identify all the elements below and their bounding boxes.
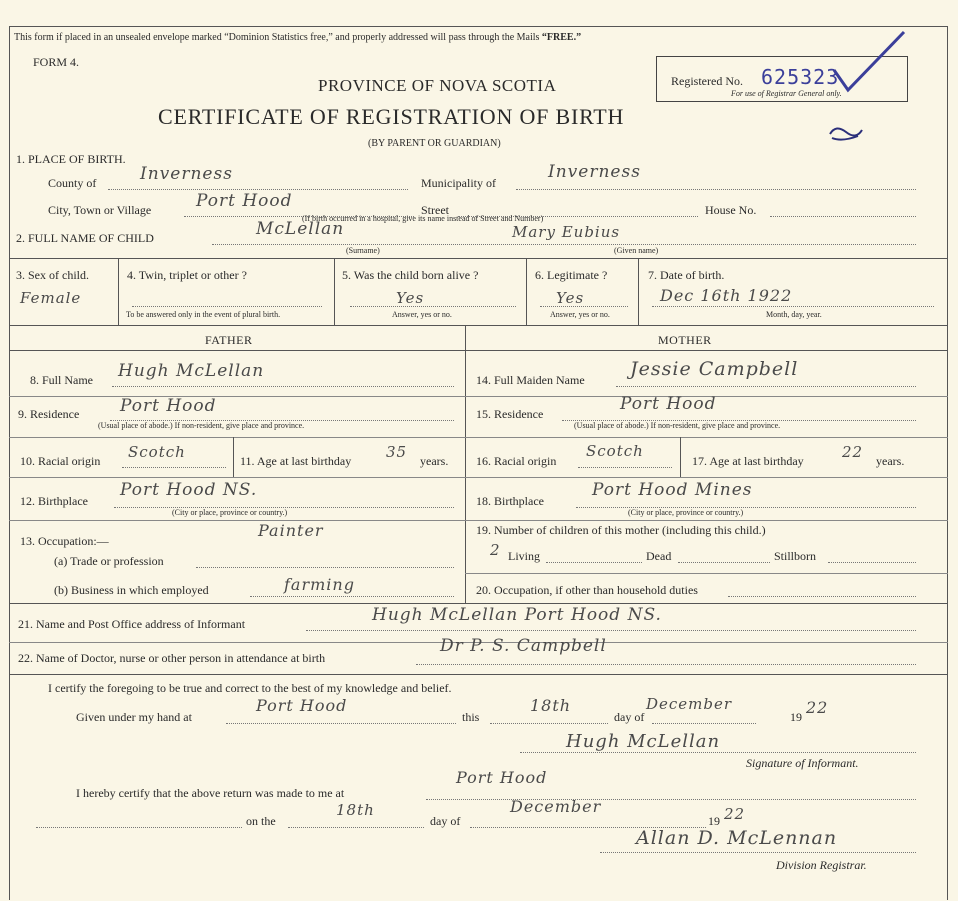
sex-value: Female <box>20 289 82 307</box>
informant-signature: Hugh McLellan <box>566 731 721 752</box>
return-place-value: Port Hood <box>456 768 548 787</box>
given-label: Given under my hand at <box>76 710 192 724</box>
municipality-line <box>516 189 916 190</box>
business-label: (b) Business in which employed <box>54 583 209 597</box>
legit-line <box>540 306 628 307</box>
alive-note: Answer, yes or no. <box>392 310 452 319</box>
certification-top-line <box>9 674 948 675</box>
mother-residence-label: 15. Residence <box>476 407 544 421</box>
father-occupation-value: Painter <box>258 521 324 540</box>
father-birthplace-value: Port Hood NS. <box>120 480 258 500</box>
registrar-caption: Division Registrar. <box>776 858 867 872</box>
father-residence-value: Port Hood <box>120 396 217 416</box>
living-line <box>546 562 642 563</box>
alive-line <box>350 306 516 307</box>
child-name-line <box>212 244 916 245</box>
left-border <box>9 26 10 900</box>
child-given-name: Mary Eubius <box>512 223 621 241</box>
father-age-divider <box>233 437 234 477</box>
month-value: December <box>646 695 733 713</box>
row3-top-line <box>9 258 948 259</box>
mother-birthplace-value: Port Hood Mines <box>592 480 753 500</box>
house-line <box>770 216 916 217</box>
mother-name-label: 14. Full Maiden Name <box>476 373 585 387</box>
father-name-line <box>112 386 454 387</box>
father-racial-line <box>122 467 226 468</box>
form-number: FORM 4. <box>33 55 80 69</box>
father-birthplace-note: (City or place, province or country.) <box>172 508 288 517</box>
city-value: Port Hood <box>196 191 293 211</box>
father-age-value: 35 <box>386 443 408 461</box>
mother-residence-note: (Usual place of abode.) If non-resident, give place and province. <box>574 421 781 430</box>
date-note: Month, day, year. <box>766 310 822 319</box>
mother-name-line <box>616 386 916 387</box>
father-line-1 <box>9 396 465 397</box>
county-line <box>108 189 408 190</box>
registrar-note: For use of Registrar General only. <box>731 89 842 98</box>
return-leading-line <box>36 827 242 828</box>
day-of-label: day of <box>614 710 645 724</box>
dead-label: Dead <box>646 549 672 563</box>
day-line <box>490 723 608 724</box>
row3-divider-3 <box>526 258 527 325</box>
business-value: farming <box>284 575 355 594</box>
mother-line-4 <box>465 520 948 521</box>
surname-caption: (Surname) <box>346 246 380 255</box>
father-line-3 <box>9 477 465 478</box>
mail-note-free: “FREE.” <box>541 32 582 43</box>
house-label: House No. <box>705 203 757 217</box>
province-title: PROVINCE OF NOVA SCOTIA <box>318 76 557 95</box>
stillborn-label: Stillborn <box>774 549 817 563</box>
return-place-line <box>426 799 916 800</box>
mother-age-label: 17. Age at last birthday <box>692 454 804 468</box>
registered-label: Registered No. <box>671 74 743 88</box>
mother-line-3 <box>465 477 948 478</box>
given-caption: (Given name) <box>614 246 659 255</box>
mother-birthplace-label: 18. Birthplace <box>476 494 544 508</box>
father-occupation-label: 13. Occupation:— <box>20 534 109 548</box>
given-place-value: Port Hood <box>256 696 348 715</box>
month-line <box>652 723 756 724</box>
father-heading: FATHER <box>205 333 253 347</box>
row3-divider-4 <box>638 258 639 325</box>
checkmark-icon <box>830 28 910 98</box>
doctor-label: 22. Name of Doctor, nurse or other person in attendance at birth <box>18 651 326 665</box>
street-label: Street <box>421 203 449 217</box>
father-age-label: 11. Age at last birthday <box>240 454 352 468</box>
father-line-4 <box>9 520 465 521</box>
mother-residence-value: Port Hood <box>620 394 717 414</box>
dead-line <box>678 562 770 563</box>
father-name-label: 8. Full Name <box>30 373 93 387</box>
informant-top-line <box>9 603 948 604</box>
date-value: Dec 16th 1922 <box>660 286 793 305</box>
registrar-signature: Allan D. McLennan <box>636 827 838 849</box>
hospital-note: (If birth occurred in a hospital, give its name instead of Street and Number) <box>302 214 544 223</box>
county-label: County of <box>48 176 97 190</box>
mail-note <box>14 31 581 45</box>
father-age-suffix: years. <box>420 454 449 468</box>
mother-age-suffix: years. <box>876 454 905 468</box>
certificate-subtitle: (BY PARENT OR GUARDIAN) <box>368 138 501 149</box>
doctor-value: Dr P. S. Campbell <box>440 636 607 656</box>
living-label: Living <box>508 549 540 563</box>
mother-racial-line <box>578 467 672 468</box>
this-label: this <box>462 710 480 724</box>
municipality-label: Municipality of <box>421 176 496 190</box>
city-label: City, Town or Village <box>48 203 152 217</box>
right-border <box>947 26 948 900</box>
stillborn-line <box>828 562 916 563</box>
father-racial-value: Scotch <box>128 443 186 461</box>
twin-line <box>132 306 322 307</box>
twin-note: To be answered only in the event of plural birth. <box>126 310 281 319</box>
date-line <box>652 306 934 307</box>
mother-racial-label: 16. Racial origin <box>476 454 557 468</box>
informant-label: 21. Name and Post Office address of Informant <box>18 617 246 631</box>
return-year-prefix: 19 <box>708 814 720 828</box>
place-of-birth-label: 1. PLACE OF BIRTH. <box>16 152 126 166</box>
mother-age-value: 22 <box>842 443 864 461</box>
father-racial-label: 10. Racial origin <box>20 454 101 468</box>
living-value: 2 <box>490 541 501 559</box>
doctor-line <box>416 664 916 665</box>
father-residence-note: (Usual place of abode.) If non-resident, give place and province. <box>98 421 305 430</box>
year-value: 22 <box>806 698 829 717</box>
day-value: 18th <box>530 696 572 715</box>
alive-label: 5. Was the child born alive ? <box>342 268 479 282</box>
year-prefix: 19 <box>790 710 802 724</box>
mother-line-5 <box>465 573 948 574</box>
legit-value: Yes <box>556 289 585 307</box>
row3-bottom-line <box>9 325 948 326</box>
row3-divider-1 <box>118 258 119 325</box>
child-name-label: 2. FULL NAME OF CHILD <box>16 231 154 245</box>
certificate-title: CERTIFICATE OF REGISTRATION OF BIRTH <box>158 104 625 129</box>
return-year-value: 22 <box>724 805 746 823</box>
return-day-line <box>288 827 424 828</box>
parents-heading-line <box>9 350 948 351</box>
father-residence-label: 9. Residence <box>18 407 80 421</box>
certify-text: I certify the foregoing to be true and correct to the best of my knowledge and belief. <box>48 681 452 695</box>
informant-signature-caption: Signature of Informant. <box>746 756 859 770</box>
mother-heading: MOTHER <box>658 333 712 347</box>
mother-racial-value: Scotch <box>586 442 644 460</box>
legit-label: 6. Legitimate ? <box>535 268 608 282</box>
return-day-of-label: day of <box>430 814 461 828</box>
business-line <box>250 596 454 597</box>
given-place-line <box>226 723 456 724</box>
father-birthplace-label: 12. Birthplace <box>20 494 88 508</box>
mother-name-value: Jessie Campbell <box>630 358 799 380</box>
alive-value: Yes <box>396 289 425 307</box>
legit-note: Answer, yes or no. <box>550 310 610 319</box>
informant-signature-line <box>520 752 916 753</box>
mother-occupation-label: 20. Occupation, if other than household duties <box>476 583 698 597</box>
return-text: I hereby certify that the above return was made to me at <box>76 786 345 800</box>
paperclip-icon <box>826 122 866 144</box>
trade-label: (a) Trade or profession <box>54 554 164 568</box>
registered-number: 625323 <box>761 65 840 89</box>
children-label: 19. Number of children of this mother (including this child.) <box>476 523 766 537</box>
return-day-value: 18th <box>336 801 375 819</box>
sex-label: 3. Sex of child. <box>16 268 89 282</box>
twin-label: 4. Twin, triplet or other ? <box>127 268 247 282</box>
mail-note-text: This form if placed in an unsealed envelope marked “Dominion Statistics free,” and properly addressed will pass through the Mails <box>14 32 540 43</box>
mother-birthplace-line <box>576 507 916 508</box>
mother-line-2 <box>465 437 948 438</box>
on-the-label: on the <box>246 814 276 828</box>
registrar-signature-line <box>600 852 916 853</box>
top-border <box>9 26 948 27</box>
municipality-value: Inverness <box>548 162 641 182</box>
return-month-value: December <box>510 797 602 816</box>
row3-divider-2 <box>334 258 335 325</box>
mother-birthplace-note: (City or place, province or country.) <box>628 508 744 517</box>
mother-occupation-line <box>728 596 916 597</box>
trade-line <box>196 567 454 568</box>
father-line-2 <box>9 437 465 438</box>
date-label: 7. Date of birth. <box>648 268 725 282</box>
column-divider <box>465 325 466 603</box>
county-value: Inverness <box>140 164 233 184</box>
mother-age-divider <box>680 437 681 477</box>
informant-value: Hugh McLellan Port Hood NS. <box>372 605 662 625</box>
child-surname: McLellan <box>256 219 345 239</box>
father-name-value: Hugh McLellan <box>118 361 265 381</box>
informant-line <box>306 630 916 631</box>
